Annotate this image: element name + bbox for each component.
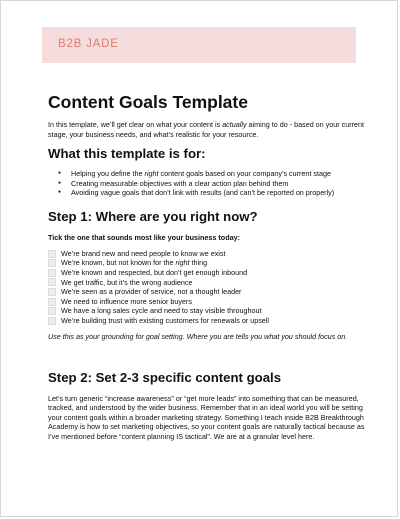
header-banner bbox=[42, 27, 356, 63]
intro-text-2: aiming to do - based on your current stage, your business needs, and what’s realistic for your resource. bbox=[48, 120, 365, 139]
checkbox[interactable] bbox=[48, 269, 56, 277]
checkbox[interactable] bbox=[48, 259, 56, 267]
tick-instruction: Tick the one that sounds most like your business today: bbox=[48, 232, 240, 242]
checklist-label: We’re seen as a provider of service, not a thought leader bbox=[61, 287, 242, 297]
checkbox[interactable] bbox=[48, 250, 56, 258]
checkbox[interactable] bbox=[48, 278, 56, 286]
purpose-bullet-list bbox=[48, 169, 368, 198]
checklist-item bbox=[48, 278, 368, 288]
checklist-item bbox=[48, 306, 368, 316]
intro-text-1: In this template, we’ll get clear on what your content is bbox=[48, 120, 223, 129]
checklist-label: We’re building trust with existing customers for renewals or upsell bbox=[61, 315, 269, 325]
document-content bbox=[48, 92, 368, 442]
checkbox[interactable] bbox=[48, 307, 56, 315]
step2-paragraph: Let’s turn generic “increase awareness” or “get more leads” into something that can be measured, tracked, and understood by the wider business. Remember that in an ideal world you will be setting your content goals within a broader marketing strategy. Something I teach inside B2B Breakthrough Academy is how to set marketing objectives, so your content goals are naturally tactical because as I’ve mentioned before “content planning IS tactical”. We are at a granular level here. bbox=[48, 393, 365, 441]
section-heading-what: What this template is for: bbox=[48, 146, 206, 161]
checkbox[interactable] bbox=[48, 298, 56, 306]
step1-note: Use this as your grounding for goal setting. Where you are tells you what you should focus on. bbox=[48, 331, 348, 341]
brand-logo-text: B2B JADE bbox=[58, 38, 119, 50]
checkbox[interactable] bbox=[48, 288, 56, 296]
checklist-label: We’re brand new and need people to know we exist bbox=[61, 248, 226, 258]
page-title: Content Goals Template bbox=[48, 92, 248, 112]
bullet-item: ● Helping you define the right content goals based on your company’s current stage bbox=[58, 169, 368, 179]
checklist-item bbox=[48, 297, 368, 307]
checklist-item bbox=[48, 268, 368, 278]
checklist-label: We need to influence more senior buyers bbox=[61, 296, 192, 306]
checklist-label: We get traffic, but it’s the wrong audience bbox=[61, 277, 193, 287]
intro-paragraph bbox=[48, 120, 368, 140]
business-stage-checklist bbox=[48, 249, 368, 326]
checklist-label: We’re known and respected, but don’t get enough inbound bbox=[61, 267, 248, 277]
intro-emphasis: actually bbox=[222, 120, 247, 129]
checklist-item bbox=[48, 287, 368, 297]
checklist-item bbox=[48, 249, 368, 259]
checklist-label: We have a long sales cycle and need to stay visible throughout bbox=[61, 306, 262, 316]
bullet-item: ● Creating measurable objectives with a clear action plan behind them bbox=[58, 179, 368, 189]
checklist-item bbox=[48, 316, 368, 326]
section-heading-step2: Step 2: Set 2-3 specific content goals bbox=[48, 369, 282, 385]
checklist-label: We’re known, but not known for the right thing bbox=[61, 258, 208, 268]
checklist-item bbox=[48, 258, 368, 268]
section-heading-step1: Step 1: Where are you right now? bbox=[48, 208, 258, 224]
bullet-item: ● Avoiding vague goals that don’t link with results (and can’t be reported on properly) bbox=[58, 188, 368, 198]
checkbox[interactable] bbox=[48, 317, 56, 325]
